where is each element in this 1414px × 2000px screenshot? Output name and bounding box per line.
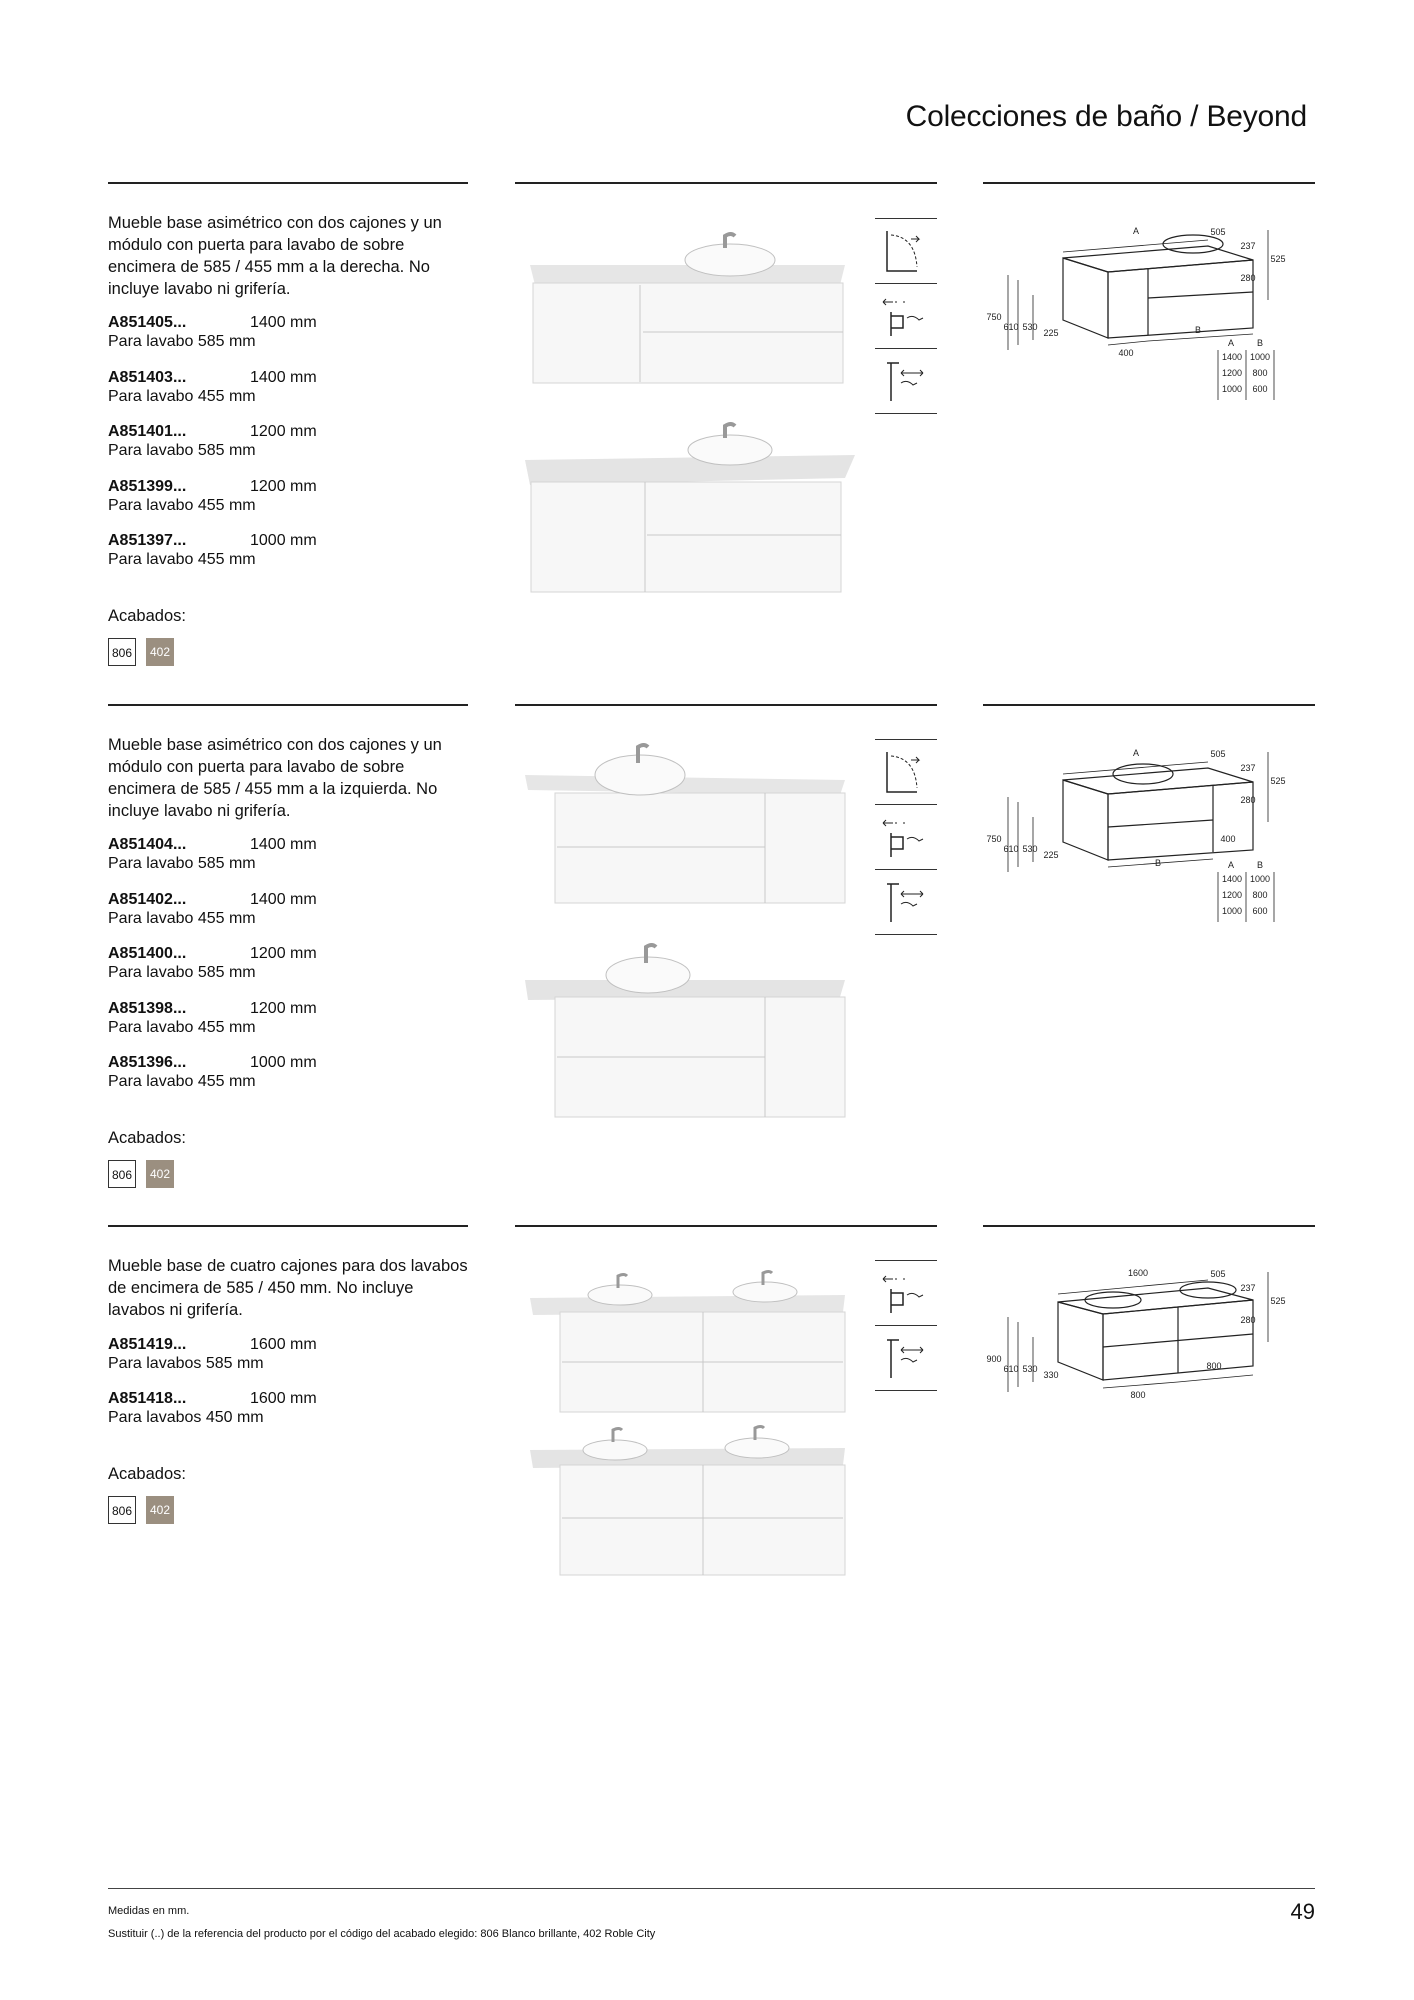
table-head: A [1227,860,1235,870]
dim-label: 237 [1240,241,1256,251]
product-note: Para lavabos 450 mm [108,1409,264,1426]
section-rule [108,1225,468,1227]
dim-label: A [1132,748,1140,758]
cabinet-illustration [525,945,845,1117]
product-size: 1200 mm [250,945,317,962]
drawer-extension-icon [875,283,937,348]
dimension-table [1218,860,1274,922]
product-entry [108,531,317,569]
finish-swatch-oak: 402 [146,638,174,666]
cabinet-illustration [530,234,845,383]
cabinet-illustration [525,424,855,592]
product-size: 1400 mm [250,314,317,331]
section-rule [983,1225,1315,1227]
product-reference: A851398... [108,1000,187,1017]
table-head: B [1256,860,1264,870]
technical-drawing [978,742,1318,932]
dim-label: 610 [1003,1364,1019,1374]
finishes-label: Acabados: [108,607,186,625]
dim-label: 330 [1043,1370,1059,1380]
soft-close-icon [875,739,937,804]
dim-label: A [1132,226,1140,236]
product-note: Para lavabos 585 mm [108,1355,264,1372]
product-entry [108,422,317,460]
product-size: 1000 mm [250,1054,317,1071]
product-size: 1600 mm [250,1390,317,1407]
section-rule [983,704,1315,706]
section-rule [515,182,937,184]
product-entry [108,368,317,406]
product-reference: A851397... [108,532,187,549]
dim-label: 800 [1130,1390,1146,1400]
dim-label: 237 [1240,763,1256,773]
technical-drawing [978,220,1318,410]
finish-swatch-white: 806 [108,638,136,666]
dim-label: 237 [1240,1283,1256,1293]
feature-icons [875,218,937,414]
dimension-table [1218,338,1274,400]
section-rule [983,182,1315,184]
dim-label: 400 [1220,834,1236,844]
page-title: Colecciones de baño / Beyond [905,100,1307,133]
product-entry [108,835,317,873]
section-rule [515,1225,937,1227]
product-reference: A851419... [108,1336,187,1353]
product-note: Para lavabo 455 mm [108,1073,256,1090]
table-head: B [1256,338,1264,348]
product-size: 1200 mm [250,1000,317,1017]
product-size: 1400 mm [250,836,317,853]
product-description: Mueble base asimétrico con dos cajones y un módulo con puerta para lavabo de sobre encimera de 585 / 455 mm a la derecha. No incluye lavabo ni grifería. [108,214,442,298]
table-cell: 1000 [1249,874,1271,884]
feature-icons [875,739,937,935]
product-note: Para lavabo 455 mm [108,388,256,405]
product-size: 1200 mm [250,478,317,495]
section-rule [108,704,468,706]
finish-swatch-white: 806 [108,1496,136,1524]
product-note: Para lavabo 585 mm [108,333,256,350]
dim-label: 610 [1003,844,1019,854]
finishes-label: Acabados: [108,1129,186,1147]
push-open-icon [875,1325,937,1391]
product-entry [108,313,317,351]
dim-label: 750 [986,312,1002,322]
product-reference: A851402... [108,891,187,908]
cabinet-illustration [530,1427,845,1576]
cabinet-illustration [530,1272,845,1413]
product-reference: A851404... [108,836,187,853]
product-note: Para lavabo 455 mm [108,497,256,514]
table-head: A [1227,338,1235,348]
dim-label: 225 [1043,328,1059,338]
product-photo [525,210,860,610]
product-note: Para lavabo 455 mm [108,551,256,568]
table-cell: 1200 [1221,368,1243,378]
dim-label: 530 [1022,322,1038,332]
table-cell: 1000 [1221,384,1243,394]
drawer-extension-icon [875,1260,937,1325]
finish-swatch-oak: 402 [146,1160,174,1188]
product-description: Mueble base asimétrico con dos cajones y un módulo con puerta para lavabo de sobre encimera de 585 / 455 mm a la izquierda. No incluye lavabo ni grifería. [108,736,442,820]
table-cell: 1000 [1221,906,1243,916]
product-photo [520,735,860,1135]
cabinet-illustration [525,745,845,903]
technical-drawing [978,1262,1318,1422]
dim-label: 505 [1210,227,1226,237]
dim-label: 800 [1206,1361,1222,1371]
product-size: 1400 mm [250,891,317,908]
dim-label: 750 [986,834,1002,844]
finishes-label: Acabados: [108,1465,186,1483]
table-cell: 1400 [1221,352,1243,362]
product-reference: A851400... [108,945,187,962]
table-cell: 1200 [1221,890,1243,900]
dim-label: 400 [1118,348,1134,358]
dim-label: 525 [1270,254,1286,264]
dim-label: 280 [1240,795,1256,805]
finish-swatch-oak: 402 [146,1496,174,1524]
dim-label: 1600 [1127,1268,1149,1278]
dim-label: 530 [1022,1364,1038,1374]
dim-label: 900 [986,1354,1002,1364]
footer-note-units: Medidas en mm. [108,1905,190,1917]
dim-label: 505 [1210,749,1226,759]
product-note: Para lavabo 585 mm [108,964,256,981]
dim-label: B [1154,858,1162,868]
footer-rule [108,1888,1315,1889]
page-number: 49 [1290,1899,1315,1924]
product-size: 1000 mm [250,532,317,549]
table-cell: 600 [1252,906,1268,916]
section-rule [515,704,937,706]
feature-icons [875,1260,937,1391]
dim-label: 280 [1240,273,1256,283]
product-entry [108,944,317,982]
drawer-extension-icon [875,804,937,869]
product-reference: A851399... [108,478,187,495]
table-cell: 600 [1252,384,1268,394]
product-entry [108,999,317,1037]
product-entry [108,1053,317,1091]
product-description: Mueble base de cuatro cajones para dos lavabos de encimera de 585 / 450 mm. No incluye lavabos ni grifería. [108,1257,468,1319]
dim-label: 525 [1270,776,1286,786]
push-open-icon [875,348,937,414]
product-entry [108,477,317,515]
product-photo [525,1260,860,1580]
product-size: 1200 mm [250,423,317,440]
dim-label: 225 [1043,850,1059,860]
push-open-icon [875,869,937,935]
product-note: Para lavabo 455 mm [108,1019,256,1036]
table-cell: 1400 [1221,874,1243,884]
soft-close-icon [875,218,937,283]
table-cell: 800 [1252,890,1268,900]
product-reference: A851396... [108,1054,187,1071]
product-size: 1400 mm [250,369,317,386]
dim-label: 610 [1003,322,1019,332]
product-note: Para lavabo 455 mm [108,910,256,927]
product-note: Para lavabo 585 mm [108,855,256,872]
table-cell: 1000 [1249,352,1271,362]
product-entry [108,1389,317,1427]
product-entry [108,1335,317,1373]
product-size: 1600 mm [250,1336,317,1353]
product-reference: A851405... [108,314,187,331]
product-reference: A851401... [108,423,187,440]
dim-label: 525 [1270,1296,1286,1306]
dim-label: 280 [1240,1315,1256,1325]
product-reference: A851403... [108,369,187,386]
product-note: Para lavabo 585 mm [108,442,256,459]
product-entry [108,890,317,928]
table-cell: 800 [1252,368,1268,378]
product-reference: A851418... [108,1390,187,1407]
footer-note-finishes: Sustituir (..) de la referencia del producto por el código del acabado elegido: 806 Blanco brillante, 402 Roble City [108,1928,656,1940]
dim-label: B [1194,325,1202,335]
finish-swatch-white: 806 [108,1160,136,1188]
section-rule [108,182,468,184]
dim-label: 530 [1022,844,1038,854]
dim-label: 505 [1210,1269,1226,1279]
